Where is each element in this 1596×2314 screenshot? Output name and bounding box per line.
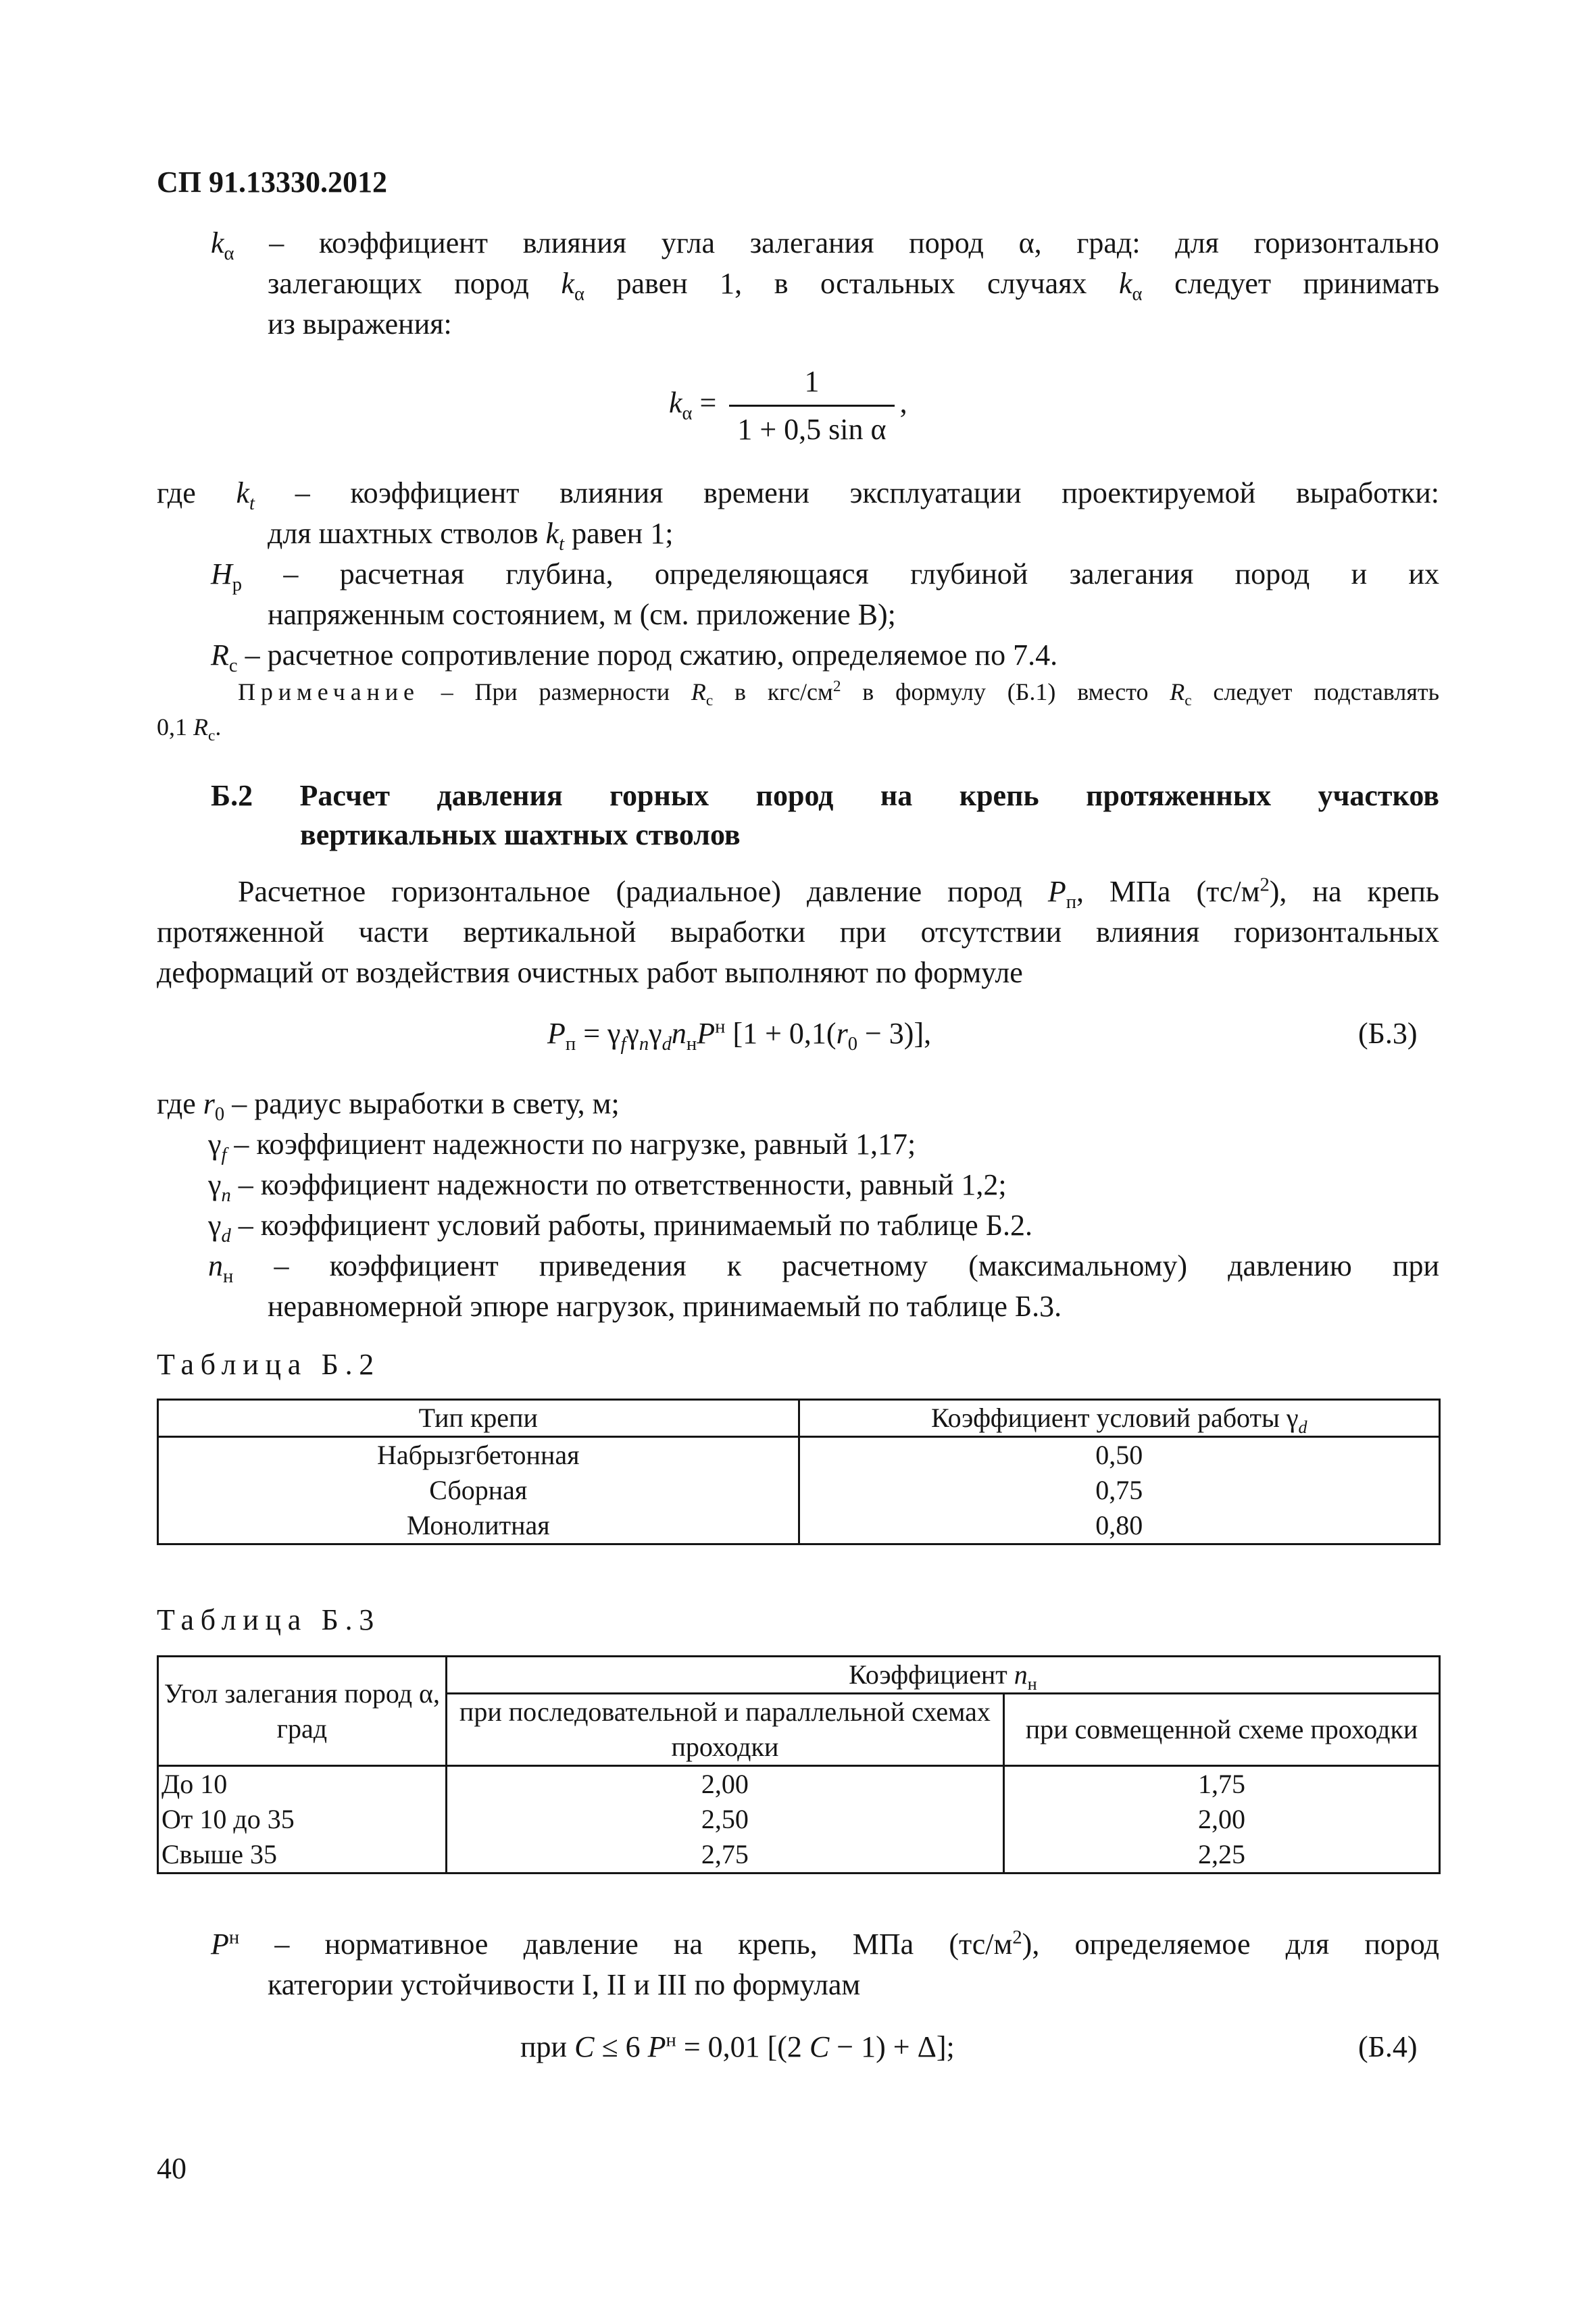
- table-cell: 2,75: [446, 1837, 1003, 1873]
- table-cell: 2,25: [1004, 1837, 1440, 1873]
- nn-definition-line2: неравномерной эпюре нагрузок, принимаемый по таблице Б.3.: [268, 1290, 1062, 1323]
- table-header-cell: при совмещенной схеме проходки: [1004, 1694, 1440, 1766]
- table-b3-caption: Таблица Б.3: [157, 1603, 380, 1636]
- r0-definition: где $r_0$ – радиус выработки в свету, м;: [157, 1087, 620, 1125]
- table-cell: Набрызгбетонная: [158, 1437, 799, 1474]
- table-header-row: [158, 1657, 1440, 1694]
- nn-definition-line1: $n_н$ – коэффициент приведения к расчетному (максимальному) давлению при: [208, 1249, 1439, 1287]
- ka-definition-line3: из выражения:: [268, 307, 452, 341]
- formula-b3-number: (Б.3): [1358, 1017, 1418, 1050]
- gamma-d-definition: $\gamma_d$ – коэффициент условий работы, принимаемый по таблице Б.2.: [208, 1209, 1032, 1247]
- table-b2-caption: Таблица Б.2: [157, 1348, 380, 1381]
- table-b3: [157, 1655, 1441, 1874]
- formula-b3: $P_п = \gamma_f\gamma_n\gamma_dn_нP^н$ $[1 + 0,1(r_0 - 3)]$,: [547, 1016, 932, 1055]
- table-cell: От 10 до 35: [158, 1802, 447, 1837]
- table-header-cell: при последовательной и параллельной схемах проходки: [446, 1694, 1003, 1766]
- section-b2-title-line2: вертикальных шахтных стволов: [300, 818, 741, 851]
- gamma-n-definition: $\gamma_n$ – коэффициент надежности по ответственности, равный 1,2;: [208, 1168, 1007, 1206]
- rc-definition: $R_c$ – расчетное сопротивление пород сжатию, определяемое по 7.4.: [211, 638, 1058, 676]
- table-cell: Монолитная: [158, 1508, 799, 1544]
- section-b2-title-line1: Б.2 Расчет давления горных пород на крепь протяженных участков: [211, 779, 1439, 812]
- table-row: [158, 1766, 1440, 1803]
- table-cell: 0,75: [799, 1473, 1440, 1508]
- table-cell: 2,00: [1004, 1802, 1440, 1837]
- table-row: [158, 1437, 1440, 1474]
- note-line2: 0,1 $R_c$.: [157, 713, 222, 745]
- table-row: [158, 1473, 1440, 1508]
- note-line1: Примечание – При размерности $R_c$ в кгс/$см^2$ в формулу (Б.1) вместо $R_c$ следует подставлять: [238, 678, 1440, 710]
- b2-paragraph-line3: деформаций от воздействия очистных работ выполняют по формуле: [157, 956, 1023, 989]
- table-cell: 1,75: [1004, 1766, 1440, 1803]
- table-cell: 0,50: [799, 1437, 1440, 1474]
- table-cell: 0,80: [799, 1508, 1440, 1544]
- table-header-cell: Угол залегания пород α, град: [158, 1657, 447, 1766]
- table-header-cell: Коэффициент $n_н$: [446, 1657, 1439, 1694]
- gamma-f-definition: $\gamma_f$ – коэффициент надежности по нагрузке, равный 1,17;: [208, 1128, 916, 1165]
- table-cell: Сборная: [158, 1473, 799, 1508]
- formula-b4: при C ≤ 6 $P^н = 0,01$ [(2 C − 1) + Δ];: [520, 2030, 955, 2063]
- pn-definition-line2: категории устойчивости I, II и III по формулам: [268, 1968, 861, 2001]
- kt-definition-line1: где $k_t$ – коэффициент влияния времени эксплуатации проектируемой выработки:: [157, 476, 1439, 514]
- ka-definition-line1: $k_\alpha$ – коэффициент влияния угла залегания пород α, град: для горизонтально: [211, 226, 1439, 264]
- table-cell: 2,00: [446, 1766, 1003, 1803]
- table-cell: Свыше 35: [158, 1837, 447, 1873]
- table-row: [158, 1508, 1440, 1544]
- table-cell: 2,50: [446, 1802, 1003, 1837]
- table-cell: До 10: [158, 1766, 447, 1803]
- table-header-row: [158, 1400, 1440, 1437]
- table-b2: [157, 1399, 1441, 1545]
- formula-b4-number: (Б.4): [1358, 2030, 1418, 2063]
- b2-paragraph-line1: Расчетное горизонтальное (радиальное) давление пород $P_п$, МПа $(тс/м^2)$, на крепь: [238, 874, 1440, 913]
- ka-definition-line2: залегающих пород $k_\alpha$ равен 1, в остальных случаях $k_\alpha$ следует принимать: [268, 267, 1440, 305]
- page-number: 40: [157, 2152, 186, 2185]
- pn-definition-line1: $P^н$ – нормативное давление на крепь, МПа $(тс/м^2)$, определяемое для пород: [211, 1927, 1440, 1961]
- hp-definition-line2: напряженным состоянием, м (см. приложение В);: [268, 598, 896, 631]
- table-row: [158, 1802, 1440, 1837]
- b2-paragraph-line2: протяженной части вертикальной выработки при отсутствии влияния горизонтальных: [157, 915, 1439, 949]
- table-header-cell: Коэффициент условий работы $\gamma_d$: [799, 1400, 1440, 1437]
- table-row: [158, 1837, 1440, 1873]
- document-code: СП 91.13330.2012: [157, 166, 387, 199]
- kt-definition-line2: для шахтных стволов $k_t$ равен 1;: [268, 517, 674, 555]
- formula-k-alpha: $k_\alpha$ = $\frac{1}{\text{1 + 0,5 sin α}}$ ,: [669, 361, 907, 450]
- hp-definition-line1: $H_р$ – расчетная глубина, определяющаяся глубиной залегания пород и их: [211, 557, 1440, 595]
- table-header-cell: Тип крепи: [158, 1400, 799, 1437]
